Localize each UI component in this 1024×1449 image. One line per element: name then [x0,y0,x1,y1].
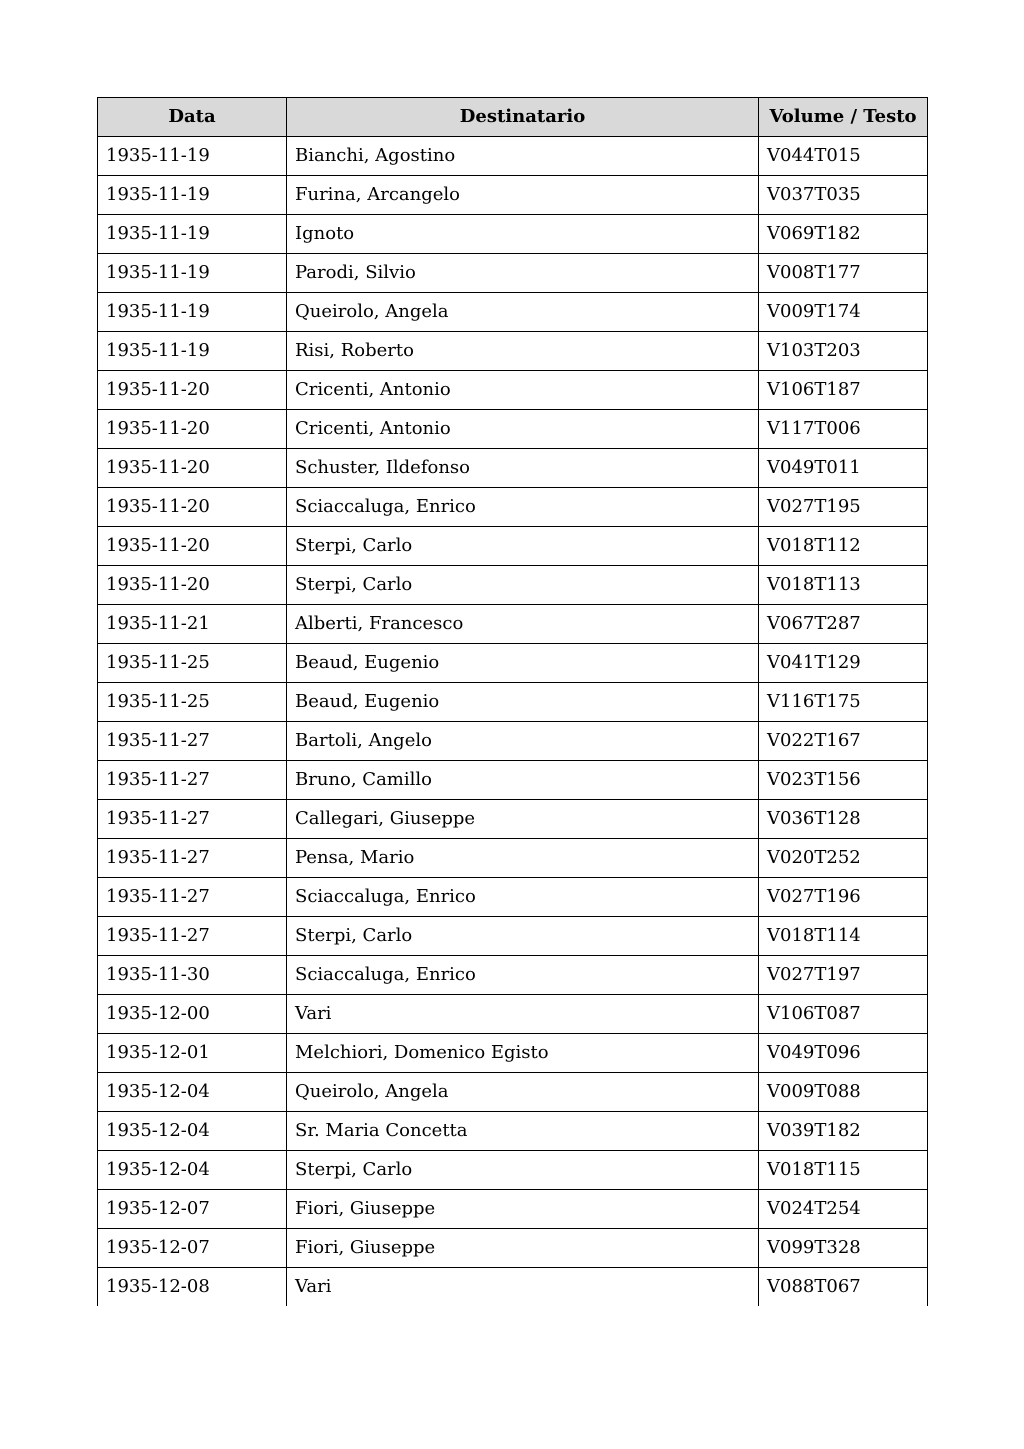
table-row [98,644,928,683]
cell-date: 1935-11-25 [98,644,287,683]
cell-recipient: Cricenti, Antonio [287,371,759,410]
cell-volume: V106T087 [759,995,928,1034]
table-row [98,1112,928,1151]
header-volume: Volume / Testo [759,98,928,137]
cell-volume: V088T067 [759,1268,928,1307]
table-row [98,410,928,449]
table-row [98,332,928,371]
table-row [98,488,928,527]
cell-volume: V106T187 [759,371,928,410]
table-row [98,449,928,488]
cell-volume: V069T182 [759,215,928,254]
cell-volume: V022T167 [759,722,928,761]
table-row [98,176,928,215]
cell-volume: V103T203 [759,332,928,371]
cell-date: 1935-11-27 [98,917,287,956]
cell-recipient: Sciaccaluga, Enrico [287,956,759,995]
table-row [98,1073,928,1112]
table-row [98,527,928,566]
cell-recipient: Risi, Roberto [287,332,759,371]
table-row [98,605,928,644]
table-row [98,800,928,839]
table-row [98,371,928,410]
cell-date: 1935-12-04 [98,1151,287,1190]
table-row [98,1034,928,1073]
cell-volume: V041T129 [759,644,928,683]
cell-volume: V027T196 [759,878,928,917]
cell-date: 1935-11-27 [98,761,287,800]
cell-recipient: Callegari, Giuseppe [287,800,759,839]
cell-date: 1935-12-01 [98,1034,287,1073]
table-row [98,566,928,605]
cell-volume: V067T287 [759,605,928,644]
table-row [98,1190,928,1229]
cell-date: 1935-11-19 [98,332,287,371]
cell-volume: V039T182 [759,1112,928,1151]
cell-recipient: Cricenti, Antonio [287,410,759,449]
cell-volume: V018T113 [759,566,928,605]
cell-volume: V027T197 [759,956,928,995]
cell-date: 1935-11-19 [98,254,287,293]
table-row [98,254,928,293]
cell-recipient: Bruno, Camillo [287,761,759,800]
cell-volume: V020T252 [759,839,928,878]
table-row [98,917,928,956]
cell-date: 1935-11-19 [98,293,287,332]
cell-recipient: Beaud, Eugenio [287,644,759,683]
cell-recipient: Sterpi, Carlo [287,566,759,605]
letters-table [97,97,928,1306]
cell-volume: V008T177 [759,254,928,293]
cell-date: 1935-11-27 [98,878,287,917]
cell-recipient: Parodi, Silvio [287,254,759,293]
cell-date: 1935-12-07 [98,1229,287,1268]
table-row [98,878,928,917]
cell-volume: V049T096 [759,1034,928,1073]
cell-recipient: Melchiori, Domenico Egisto [287,1034,759,1073]
table-row [98,683,928,722]
cell-date: 1935-11-27 [98,839,287,878]
cell-date: 1935-11-20 [98,371,287,410]
cell-recipient: Bianchi, Agostino [287,137,759,176]
cell-volume: V009T174 [759,293,928,332]
cell-date: 1935-12-00 [98,995,287,1034]
table-row [98,956,928,995]
table-row [98,995,928,1034]
table-row [98,293,928,332]
table-row [98,1268,928,1307]
cell-volume: V036T128 [759,800,928,839]
cell-recipient: Sciaccaluga, Enrico [287,488,759,527]
cell-volume: V099T328 [759,1229,928,1268]
cell-date: 1935-11-20 [98,566,287,605]
cell-date: 1935-12-07 [98,1190,287,1229]
cell-volume: V018T114 [759,917,928,956]
cell-volume: V018T112 [759,527,928,566]
cell-date: 1935-11-25 [98,683,287,722]
cell-recipient: Fiori, Giuseppe [287,1190,759,1229]
cell-recipient: Schuster, Ildefonso [287,449,759,488]
cell-date: 1935-12-08 [98,1268,287,1307]
table-row [98,215,928,254]
cell-volume: V037T035 [759,176,928,215]
cell-date: 1935-11-20 [98,488,287,527]
cell-date: 1935-11-27 [98,800,287,839]
cell-volume: V116T175 [759,683,928,722]
cell-date: 1935-11-19 [98,215,287,254]
cell-recipient: Sterpi, Carlo [287,527,759,566]
table-header [98,98,928,137]
cell-recipient: Ignoto [287,215,759,254]
cell-recipient: Fiori, Giuseppe [287,1229,759,1268]
table-row [98,1229,928,1268]
cell-recipient: Vari [287,1268,759,1307]
cell-recipient: Pensa, Mario [287,839,759,878]
header-row [98,98,928,137]
cell-recipient: Sciaccaluga, Enrico [287,878,759,917]
cell-recipient: Sterpi, Carlo [287,917,759,956]
cell-date: 1935-12-04 [98,1112,287,1151]
cell-date: 1935-11-20 [98,449,287,488]
table-row [98,1151,928,1190]
cell-date: 1935-11-20 [98,410,287,449]
cell-volume: V009T088 [759,1073,928,1112]
cell-volume: V027T195 [759,488,928,527]
table-body [98,137,928,1307]
cell-recipient: Vari [287,995,759,1034]
table-row [98,839,928,878]
cell-volume: V023T156 [759,761,928,800]
cell-recipient: Queirolo, Angela [287,1073,759,1112]
cell-recipient: Sterpi, Carlo [287,1151,759,1190]
cell-recipient: Queirolo, Angela [287,293,759,332]
cell-date: 1935-11-30 [98,956,287,995]
table-row [98,722,928,761]
cell-recipient: Bartoli, Angelo [287,722,759,761]
cell-date: 1935-11-27 [98,722,287,761]
cell-volume: V044T015 [759,137,928,176]
cell-volume: V024T254 [759,1190,928,1229]
cell-recipient: Furina, Arcangelo [287,176,759,215]
cell-recipient: Sr. Maria Concetta [287,1112,759,1151]
cell-date: 1935-12-04 [98,1073,287,1112]
cell-volume: V117T006 [759,410,928,449]
cell-volume: V018T115 [759,1151,928,1190]
table-row [98,137,928,176]
cell-date: 1935-11-21 [98,605,287,644]
cell-date: 1935-11-19 [98,176,287,215]
cell-date: 1935-11-20 [98,527,287,566]
cell-recipient: Alberti, Francesco [287,605,759,644]
header-date: Data [98,98,287,137]
cell-volume: V049T011 [759,449,928,488]
cell-recipient: Beaud, Eugenio [287,683,759,722]
cell-date: 1935-11-19 [98,137,287,176]
table-row [98,761,928,800]
header-recipient: Destinatario [287,98,759,137]
